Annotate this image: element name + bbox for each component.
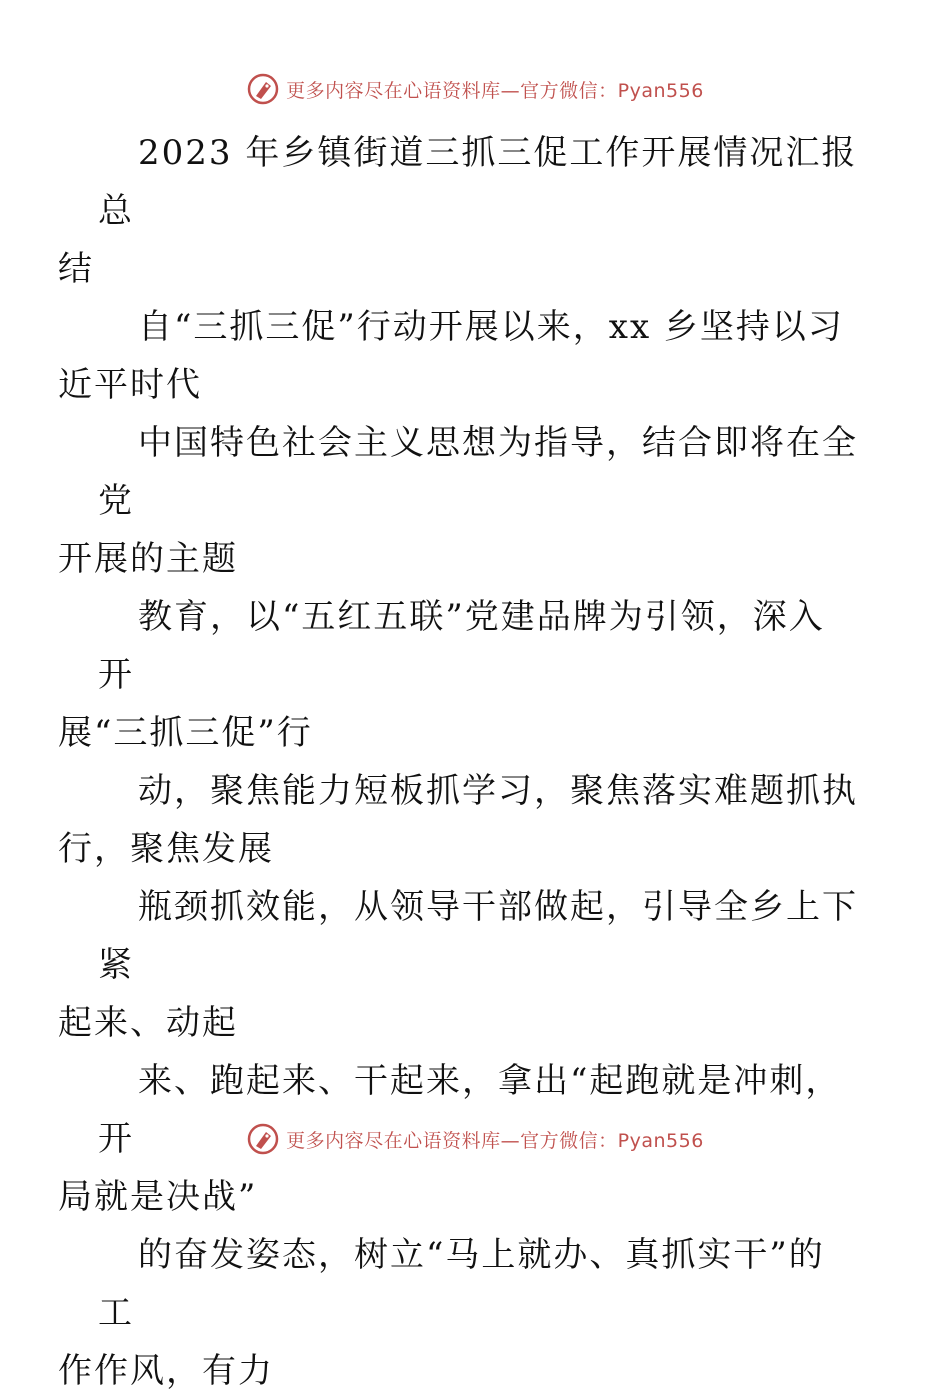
header-watermark-banner <box>0 72 950 106</box>
paragraph-line: 自“三抓三促”行动开展以来，xx 乡坚持以习 <box>138 307 844 347</box>
paragraph-line: 近平时代 <box>58 365 202 405</box>
paragraph-line: 展“三抓三促”行 <box>58 713 313 753</box>
paragraph-line: 作作风，有力 <box>58 1351 274 1391</box>
paragraph <box>58 878 858 1052</box>
title-line-2: 结 <box>58 249 94 289</box>
pen-nib-logo-icon <box>246 1122 280 1156</box>
footer-watermark-text: 更多内容尽在心语资料库—官方微信：Pyan556 <box>286 1129 704 1152</box>
paragraph <box>58 762 858 878</box>
footer-watermark-banner <box>0 1122 950 1156</box>
paragraph-line: 局就是决战” <box>58 1177 258 1217</box>
paragraph <box>58 414 858 588</box>
paragraph <box>58 1226 858 1400</box>
document-body <box>58 124 858 1400</box>
paragraph <box>58 588 858 762</box>
paragraph-line: 起来、动起 <box>58 1003 238 1043</box>
paragraph-line: 瓶颈抓效能，从领导干部做起，引导全乡上下紧 <box>98 887 858 985</box>
paragraph-line: 行，聚焦发展 <box>58 829 274 869</box>
paragraph-line: 来、跑起来、干起来，拿出“起跑就是冲刺，开 <box>98 1061 842 1159</box>
header-watermark-text: 更多内容尽在心语资料库—官方微信：Pyan556 <box>286 79 704 102</box>
paragraph-line: 动，聚焦能力短板抓学习，聚焦落实难题抓执 <box>138 771 858 811</box>
paragraph-line: 开展的主题 <box>58 539 238 579</box>
paragraph-line: 教育，以“五红五联”党建品牌为引领，深入开 <box>98 597 825 695</box>
document-title <box>58 124 858 298</box>
pen-nib-logo-icon <box>246 72 280 106</box>
title-line-1: 2023 年乡镇街道三抓三促工作开展情况汇报总 <box>98 133 858 231</box>
paragraph-line: 的奋发姿态，树立“马上就办、真抓实干”的工 <box>98 1235 825 1333</box>
paragraph <box>58 298 858 414</box>
paragraph-line: 中国特色社会主义思想为指导，结合即将在全党 <box>98 423 858 521</box>
